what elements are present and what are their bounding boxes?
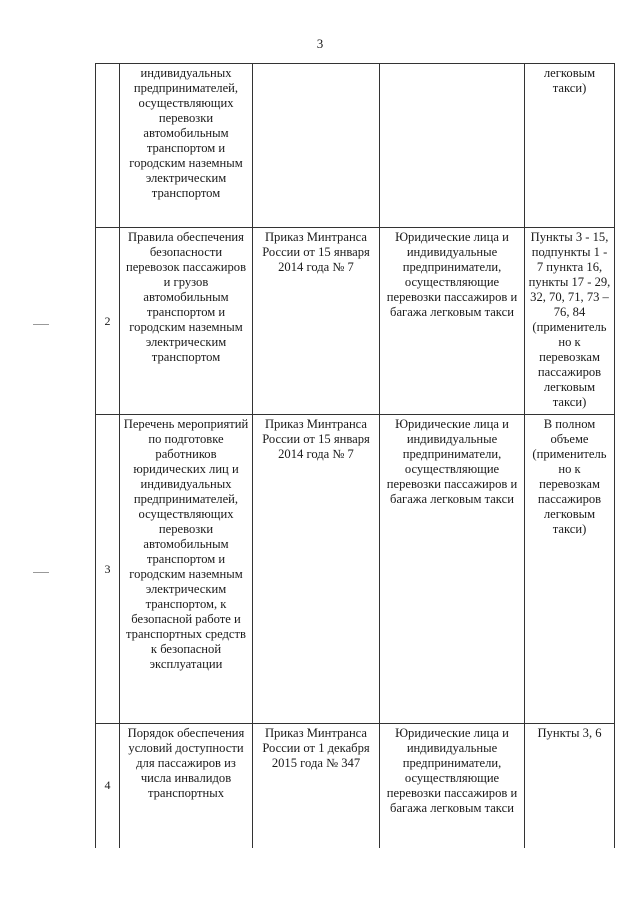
obligated-subjects: Юридические лица и индивидуальные предприниматели, осуществляющие перевозки пассажиров и багажа легковым такси bbox=[380, 415, 525, 724]
table-row bbox=[96, 415, 615, 724]
applicable-provisions: В полном объеме (применитель но к перевозкам пассажиров легковым такси) bbox=[525, 415, 615, 724]
row-number: 4 bbox=[96, 724, 120, 848]
approving-act: Приказ Минтранса России от 15 января 2014 года № 7 bbox=[253, 228, 380, 415]
applicable-provisions: Пункты 3, 6 bbox=[525, 724, 615, 848]
document-title: Правила обеспечения безопасности перевозок пассажиров и грузов автомобильным транспортом и городским наземным электрическим транспортом bbox=[120, 228, 253, 415]
page-number: 3 bbox=[316, 36, 324, 51]
approving-act: Приказ Минтранса России от 15 января 2014 года № 7 bbox=[253, 415, 380, 724]
document-title: Порядок обеспечения условий доступности для пассажиров из числа инвалидов транспортных bbox=[120, 724, 253, 848]
table-row bbox=[96, 228, 615, 415]
obligated-subjects: Юридические лица и индивидуальные предприниматели, осуществляющие перевозки пассажиров и багажа легковым такси bbox=[380, 724, 525, 848]
scan-mark bbox=[33, 324, 49, 325]
table-row bbox=[96, 724, 615, 848]
table-row bbox=[96, 64, 615, 228]
regulations-table bbox=[95, 63, 615, 848]
row-number: 2 bbox=[96, 228, 120, 415]
obligated-subjects bbox=[380, 64, 525, 228]
approving-act: Приказ Минтранса России от 1 декабря 2015 года № 347 bbox=[253, 724, 380, 848]
applicable-provisions: Пункты 3 - 15, подпункты 1 - 7 пункта 16, пункты 17 - 29, 32, 70, 71, 73 – 76, 84 (применитель но к перевозкам пассажиров легковым такси) bbox=[525, 228, 615, 415]
row-number bbox=[96, 64, 120, 228]
obligated-subjects: Юридические лица и индивидуальные предприниматели, осуществляющие перевозки пассажиров и багажа легковым такси bbox=[380, 228, 525, 415]
document-title: индивидуальных предпринимателей, осуществляющих перевозки автомобильным транспортом и городским наземным электрическим транспортом bbox=[120, 64, 253, 228]
row-number: 3 bbox=[96, 415, 120, 724]
scan-mark bbox=[33, 572, 49, 573]
approving-act bbox=[253, 64, 380, 228]
applicable-provisions: легковым такси) bbox=[525, 64, 615, 228]
document-title: Перечень мероприятий по подготовке работников юридических лиц и индивидуальных предпринимателей, осуществляющих перевозки автомобильным транспортом и городским наземным электрическим транспортом, к безопасной работе и транспортных средств к безопасной эксплуатации bbox=[120, 415, 253, 724]
